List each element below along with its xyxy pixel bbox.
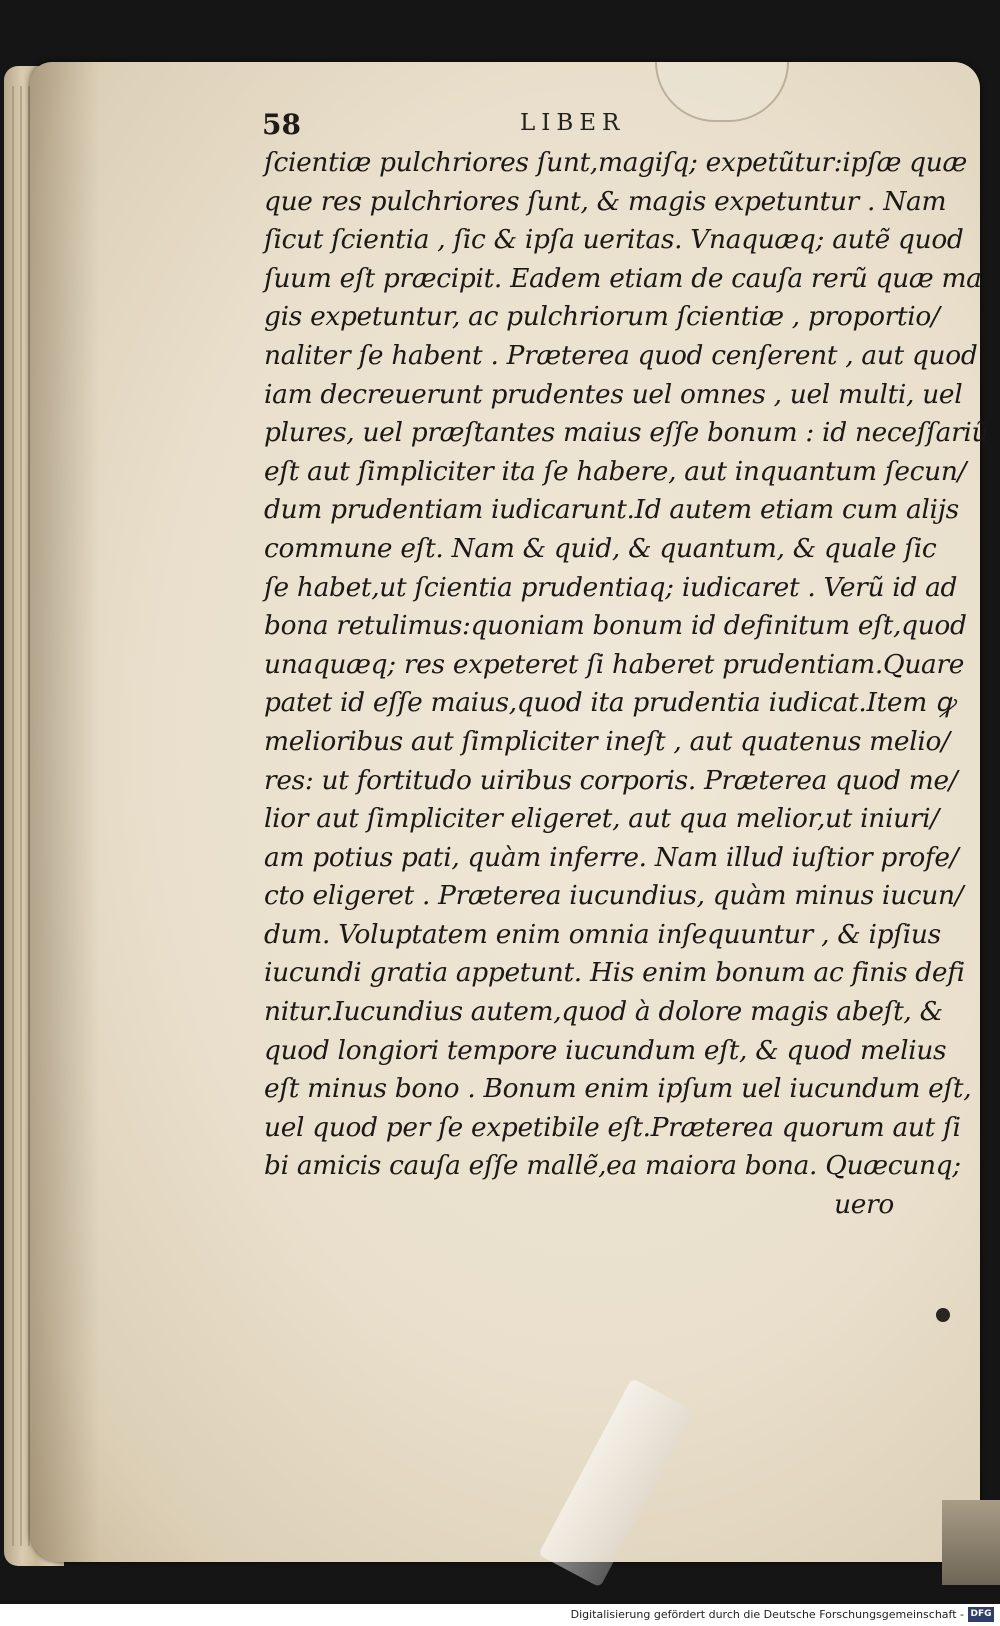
text-line: ſe habet,ut ſcientia prudentiaq; iudicaret . Verũ id ad bbox=[264, 571, 958, 603]
text-line: res: ut fortitudo uiribus corporis. Præterea quod me/ bbox=[264, 764, 958, 796]
text-line: que res pulchriores ſunt, & magis expetuntur . Nam bbox=[264, 185, 947, 217]
gutter-shadow bbox=[30, 62, 100, 1562]
text-line: patet id eſſe maius,quod ita prudentia iudicat.Item ꝙ bbox=[264, 687, 955, 719]
text-line: commune eſt. Nam & quid, & quantum, & quale ſic bbox=[264, 532, 937, 564]
body-text bbox=[264, 144, 989, 1225]
text-line: gis expetuntur, ac pulchriorum ſcientiæ , proportio/ bbox=[264, 301, 940, 333]
text-line: lior aut ſimpliciter eligeret, aut qua melior,ut iniuri/ bbox=[264, 803, 939, 835]
running-head: LIBER bbox=[520, 110, 626, 136]
text-line: am potius pati, quàm inferre. Nam illud iuſtior profe/ bbox=[264, 841, 959, 873]
page-edge-line bbox=[20, 86, 22, 1546]
text-line: ſcientiæ pulchriores ſunt,magiſq; expetũtur:ipſæ quæ bbox=[264, 147, 967, 178]
text-line: cto eligeret . Præterea iucundius, quàm minus iucun/ bbox=[264, 880, 964, 912]
dfg-logo: DFG bbox=[968, 1607, 994, 1622]
text-line: dum. Voluptatem enim omnia inſequuntur , & ipſius bbox=[264, 918, 941, 950]
ink-blot bbox=[936, 1308, 950, 1322]
text-line: unaquæq; res expeteret ſi haberet prudentiam.Quare bbox=[264, 648, 965, 680]
text-line: eſt aut ſimpliciter ita ſe habere, aut inquantum ſecun/ bbox=[264, 455, 967, 487]
text-line: iam decreuerunt prudentes uel omnes , uel multi, uel bbox=[264, 378, 963, 410]
text-line: iucundi gratia appetunt. His enim bonum ac finis defi bbox=[264, 957, 965, 989]
text-line: uel quod per ſe expetibile eſt.Præterea quorum aut ſi bbox=[264, 1111, 961, 1143]
page-edge-line bbox=[12, 86, 14, 1546]
text-line: eſt minus bono . Bonum enim ipſum uel iucundum eſt, bbox=[264, 1073, 972, 1105]
text-line: ſuum eſt præcipit. Eadem etiam de cauſa rerũ quæ ma bbox=[264, 262, 982, 294]
text-line: plures, uel præſtantes maius eſſe bonum : id neceſſariũ bbox=[264, 417, 989, 449]
footer-bar bbox=[0, 1604, 1000, 1626]
text-line: melioribus aut ſimpliciter ineſt , aut quatenus melio/ bbox=[264, 725, 950, 757]
text-line: ſicut ſcientia , ſic & ipſa ueritas. Vnaquæq; autẽ quod bbox=[264, 224, 964, 256]
text-line: nitur.Iucundius autem,quod à dolore magis abeſt, & bbox=[264, 996, 943, 1028]
text-line: bi amicis cauſa eſſe mallẽ,ea maiora bona. Quæcunq; bbox=[264, 1150, 961, 1182]
catchword: uero bbox=[834, 1189, 894, 1221]
book-clamp bbox=[942, 1500, 1000, 1585]
page-header bbox=[262, 108, 882, 148]
text-line: dum prudentiam iudicarunt.Id autem etiam cum aliјs bbox=[264, 494, 959, 526]
page-number: 58 bbox=[262, 108, 301, 141]
text-line: naliter ſe habent . Præterea quod cenſerent , aut quod bbox=[264, 339, 978, 371]
text-line: bona retulimus:quoniam bonum id definitum eſt,quod bbox=[264, 610, 967, 642]
footer-credit: Digitalisierung gefördert durch die Deutsche Forschungsgemeinschaft - bbox=[570, 1608, 964, 1621]
text-line: quod longiori tempore iucundum eſt, & quod melius bbox=[264, 1034, 947, 1066]
